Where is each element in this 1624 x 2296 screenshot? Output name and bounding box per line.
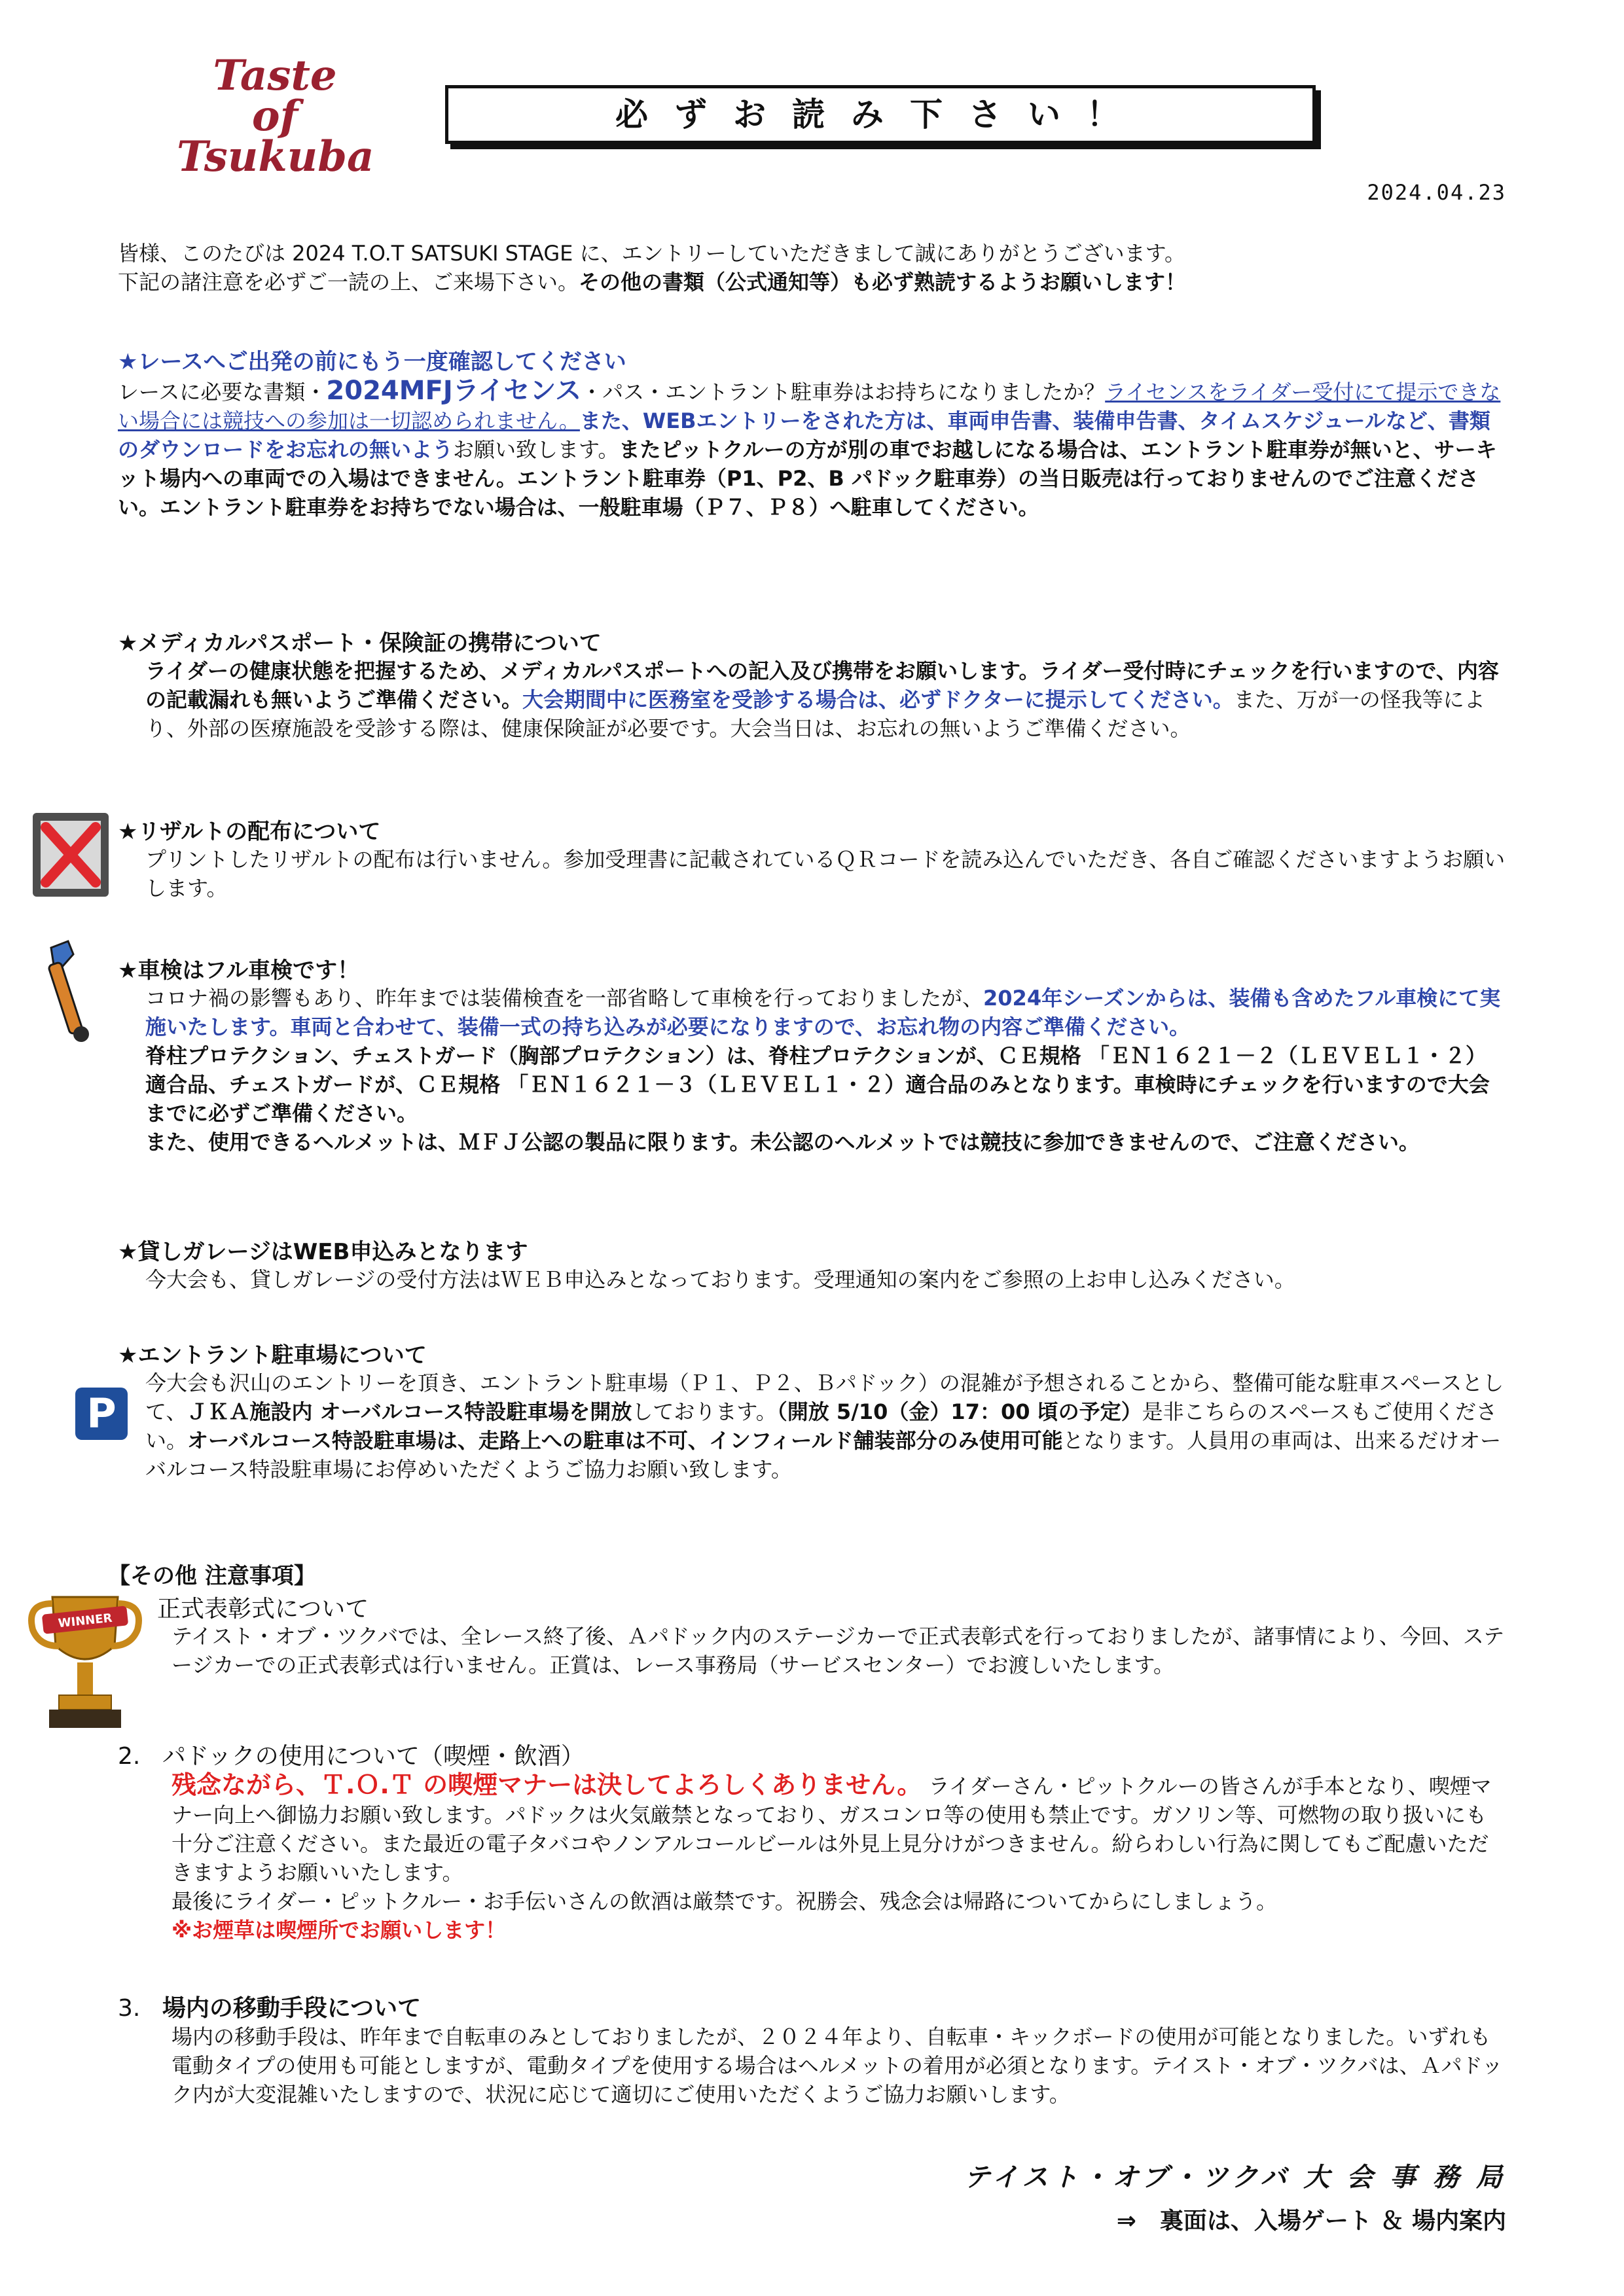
section-title-parking: ★エントラント駐車場について [118, 1342, 427, 1369]
section-body-garage: 今大会も、貸しガレージの受付方法はＷＥＢ申込みとなっております。受理通知の案内をご参照の上お申し込みください。 [145, 1267, 1295, 1292]
section-body-medical [145, 656, 1506, 743]
s4-protection: 脊柱プロテクション、チェストガード（胸部プロテクション）は、脊柱プロテクションが、ＣＥ規格 「ＥＮ１６２１－２（ＬＥＶＥＬ１・２）適合品、チェストガードが、ＣＥ規格 「ＥＮ１６２１－３（ＬＥＶＥＬ１・２）適合品のみとなります。車検時にチェックを行いますので大会までに必ずご準備ください。 [145, 1043, 1490, 1126]
section-title-medical: ★メディカルパスポート・保険証の携帯について [118, 630, 602, 656]
s4-full-inspection: 2024年シーズンからは、装備も含めたフル車検にて実施いたします。車両と合わせて、装備一式の持ち込みが必要になりますので、お忘れ物の内容ご準備ください。 [145, 986, 1501, 1039]
s6-g: となります。人員用の車両は、出来るだけオーバルコース特設駐車場にお停めいただくようご協力お願い致します。 [145, 1428, 1502, 1482]
section-title-inspection: ★車検はフル車検です！ [118, 958, 360, 984]
other-item-2-text-2: 最後にライダー・ピットクルー・お手伝いさんの飲酒は厳禁です。祝勝会、残念会は帰路についてからにしましょう。 [171, 1889, 1277, 1914]
logo-line-1: Taste [213, 51, 337, 100]
other-item-3-body: 場内の移動手段は、昨年まで自転車のみとしておりましたが、２０２４年より、自転車・キックボードの使用が可能となりました。いずれも電動タイプの使用も可能としますが、電動タイプを使用する場合はヘルメットの着用が必須となります。テイスト・オブ・ツクバは、Ａパドック内が大変混雑いたしますので、状況に応じて適切にご使用いただくようご協力お願いします。 [171, 2024, 1503, 2107]
taste-of-tsukuba-logo [177, 51, 374, 181]
intro-line-2 [118, 268, 1506, 296]
s1-g: またピットクルーの方が別の車でお越しになる場合は、エントラント駐車券が無いと、サーキット場内への車両での入場はできません。エントラント駐車券（P1、P2、B パドック駐車券）の当日販売は行っておりませんのでご注意ください。エントラント駐車券をお持ちでない場合は、一般駐車場（Ｐ７、Ｐ８）へ駐車してください。 [118, 437, 1497, 520]
s6-paved-only: オーバルコース特設駐車場は、走路上への駐車は不可、インフィールド舗装部分のみ使用可能 [187, 1428, 1063, 1453]
banner-title: 必ずお読み下さい！ [445, 85, 1316, 144]
s6-oval-course: ＪＫＡ施設内 オーバルコース特設駐車場を開放 [187, 1399, 632, 1424]
s2-c: また、万が一の怪我等により、外部の医療施設を受診する際は、健康保険証が必要です。大会当日は、お忘れの無いようご準備ください。 [145, 687, 1485, 741]
section-body-race-check [118, 376, 1506, 522]
other-item-2-num: 2. [118, 1743, 141, 1770]
trophy-winner-label: WINNER [57, 1611, 113, 1631]
section-body-parking [145, 1369, 1506, 1484]
other-item-3-num: 3. [118, 1995, 141, 2022]
other-item-2-note: ※お煙草は喫煙所でお願いします！ [171, 1918, 507, 1943]
document-date: 2024.04.23 [1367, 180, 1506, 205]
section-body-inspection [145, 984, 1506, 1157]
s4-helmet: また、使用できるヘルメットは、ＭＦＪ公認の製品に限ります。未公認のヘルメットでは競技に参加できませんので、ご注意ください。 [145, 1130, 1420, 1155]
other-notes-title: 【その他 注意事項】 [108, 1563, 316, 1589]
other-item-2-text: ライダーさん・ピットクルーの皆さんが手本となり、喫煙マナー向上へ御協力お願い致します。パドックは火気厳禁となっており、ガスコンロ等の使用も禁止です。ガソリン等、可燃物の取り扱いにも十分ご注意ください。また最近の電子タバコやノンアルコールビールは外見上見分けがつきません。紛らわしい行為に関してもご配慮いただきますようお願いいたします。 [171, 1774, 1492, 1885]
other-item-3-title: 場内の移動手段について [162, 1995, 422, 2022]
s4-a: コロナ禍の影響もあり、昨年までは装備検査を一部省略して車検を行っておりましたが、 [145, 986, 984, 1011]
section-title-race-check: ★レースへご出発の前にもう一度確認してください [118, 349, 626, 375]
logo-line-2: of [251, 92, 298, 141]
section-body-results: プリントしたリザルトの配布は行いません。参加受理書に記載されているＱＲコードを読み込んでいただき、各自ご確認くださいますようお願いします。 [145, 847, 1506, 901]
other-item-2-heading [118, 1738, 585, 1771]
logo-line-3: Tsukuba [177, 132, 374, 181]
other-item-1-body: テイスト・オブ・ツクバでは、全レース終了後、Ａパドック内のステージカーで正式表彰式を行っておりましたが、諸事情により、今回、ステージカーでの正式表彰式は行いません。正賞は、レース事務局（サービスセンター）でお渡しいたします。 [171, 1624, 1505, 1677]
trophy-icon [20, 1584, 151, 1734]
organizer-office: テイスト・オブ・ツクバ 大 会 事 務 局 [964, 2162, 1506, 2193]
other-item-2-title: パドックの使用について（喫煙・飲酒） [162, 1743, 585, 1770]
s2-doctor: 大会期間中に医務室を受診する場合は、必ずドクターに提示してください。 [522, 687, 1234, 712]
other-item-2-body [171, 1770, 1506, 1945]
wrench-icon [39, 936, 111, 1050]
s1-web-entry: また、WEBエントリーをされた方は、車両申告書、装備申告書、タイムスケジュールなど、書類のダウンロードをお忘れの無いよう [118, 408, 1490, 462]
s1-license-warning: ライセンスをライダー受付にて提示できない場合には競技への参加は一切認められません。 [118, 380, 1501, 433]
s2-a: ライダーの健康状態を把握するため、メディカルパスポートへの記入及び携帯をお願いします。ライダー受付時にチェックを行いますので、内容の記載漏れも無いようご準備ください。 [145, 658, 1499, 712]
other-item-2-red: 残念ながら、Ｔ.Ｏ.Ｔ の喫煙マナーは決してよろしくありません。 [171, 1770, 922, 1799]
s1-a: レースに必要な書類・ [118, 380, 327, 404]
s6-open-date: （開放 5/10（金）17：00 頃の予定） [776, 1399, 1142, 1424]
section-title-results: ★リザルトの配布について [118, 819, 381, 845]
intro-line-1: 皆様、このたびは 2024 T.O.T SATSUKI STAGE に、エントリーしていただきまして誠にありがとうございます。 [118, 241, 1186, 266]
intro-line-2a: 下記の諸注意を必ずご一読の上、ご来場下さい。 [118, 270, 579, 295]
s1-mfj-license: 2024MFJライセンス [326, 376, 582, 406]
other-item-1-title: 正式表彰式について [157, 1596, 369, 1623]
intro-line-2b: その他の書類（公式通知等）も必ず熟読するようお願いします！ [579, 270, 1187, 295]
no-print-icon [31, 812, 110, 898]
s6-c: しております。 [632, 1399, 777, 1424]
section-title-garage: ★貸しガレージはWEB申込みとなります [118, 1239, 528, 1265]
s6-a: 今大会も沢山のエントリーを頂き、エントラント駐車場（Ｐ１、Ｐ２、Ｂパドック）の混雑が予想されることから、整備可能な駐車スペースとして、 [145, 1371, 1504, 1424]
s1-c: ・パス・エントラント駐車券はお持ちになりましたか？ [581, 380, 1106, 404]
parking-icon: P [75, 1388, 128, 1440]
intro [118, 239, 1506, 296]
reverse-side-note: ⇒ 裏面は、入場ゲート ＆ 場内案内 [1116, 2208, 1506, 2234]
other-item-3-heading [118, 1990, 421, 2023]
s1-f: お願い致します。 [453, 437, 619, 462]
s6-e: 是非こちらのスペースもご使用ください。 [145, 1399, 1498, 1453]
